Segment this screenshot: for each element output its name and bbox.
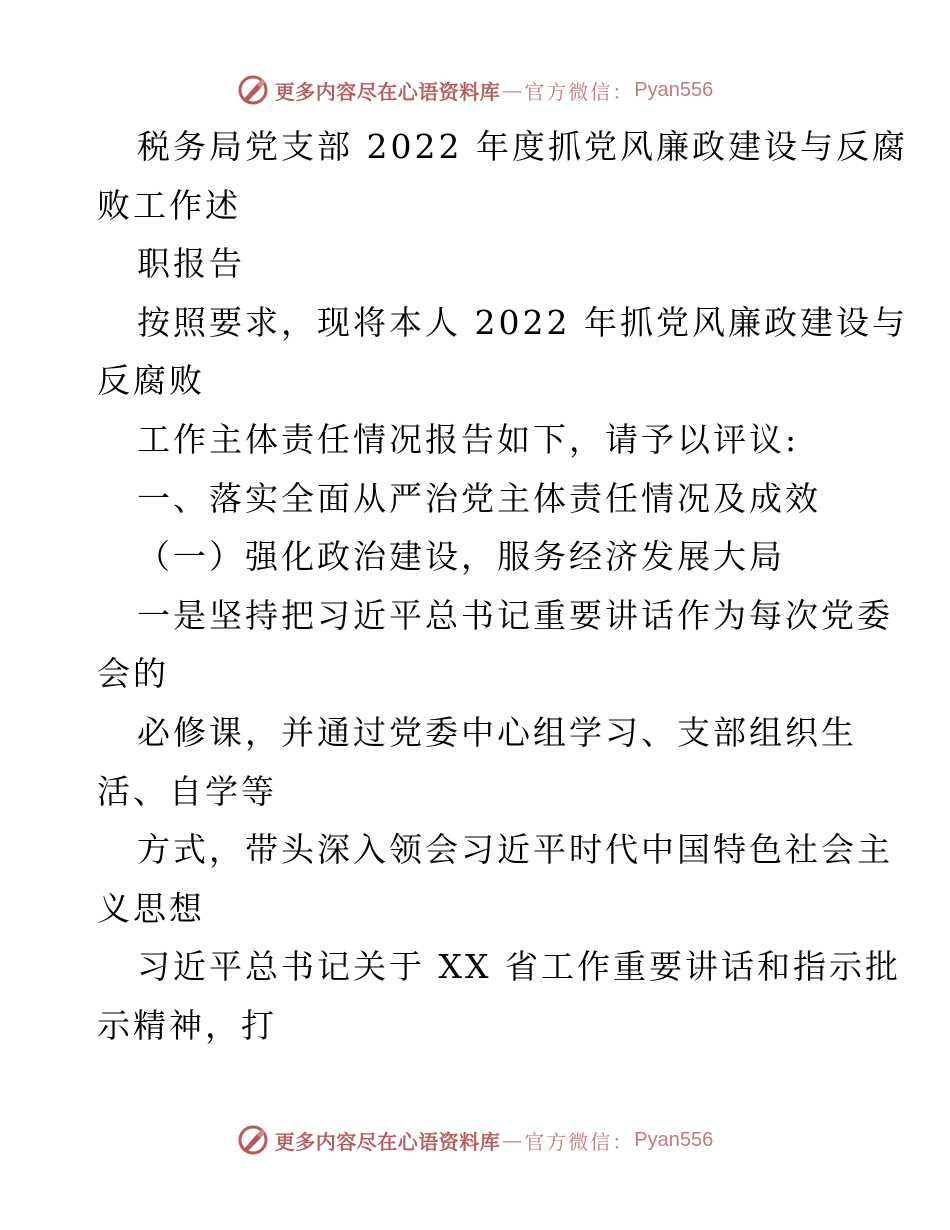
document-line: 活、自学等: [97, 771, 277, 811]
pen-logo-icon: [237, 74, 269, 106]
document-line: 必修课，并通过党委中心组学习、支部组织生: [137, 712, 857, 752]
document-line: 反腐败: [97, 361, 205, 401]
document-line: （一）强化政治建设，服务经济发展大局: [137, 537, 785, 577]
watermark-dash: —: [502, 78, 523, 102]
document-body: [97, 118, 908, 1056]
watermark-main-text: 更多内容尽在心语资料库: [274, 1129, 501, 1154]
watermark-main-text: 更多内容尽在心语资料库: [274, 79, 501, 104]
document-line: 一、落实全面从严治党主体责任情况及成效: [137, 478, 821, 518]
document-line: 示精神，打: [97, 1005, 277, 1045]
watermark-id: Pyan556: [634, 78, 714, 101]
document-line: 职报告: [137, 244, 245, 284]
document-line: 败工作述: [97, 185, 241, 225]
header-watermark: [0, 70, 950, 110]
watermark-sub-text: 官方微信：: [524, 1129, 635, 1154]
footer-watermark: [0, 1120, 950, 1160]
watermark-dash: —: [502, 1128, 523, 1152]
document-line: 一是坚持把习近平总书记重要讲话作为每次党委: [137, 595, 893, 635]
document-line: 习近平总书记关于 XX 省工作重要讲话和指示批: [137, 947, 901, 987]
document-line: 税务局党支部 2022 年度抓党风廉政建设与反腐: [137, 127, 908, 166]
document-line: 会的: [97, 654, 169, 694]
watermark-id: Pyan556: [634, 1128, 714, 1151]
pen-logo-icon: [237, 1124, 269, 1156]
document-line: 按照要求，现将本人 2022 年抓党风廉政建设与: [137, 302, 908, 342]
document-line: 方式，带头深入领会习近平时代中国特色社会主: [137, 830, 893, 870]
watermark-sub-text: 官方微信：: [524, 79, 635, 104]
document-line: 义思想: [97, 888, 205, 928]
document-line: 工作主体责任情况报告如下，请予以评议:: [137, 419, 800, 459]
